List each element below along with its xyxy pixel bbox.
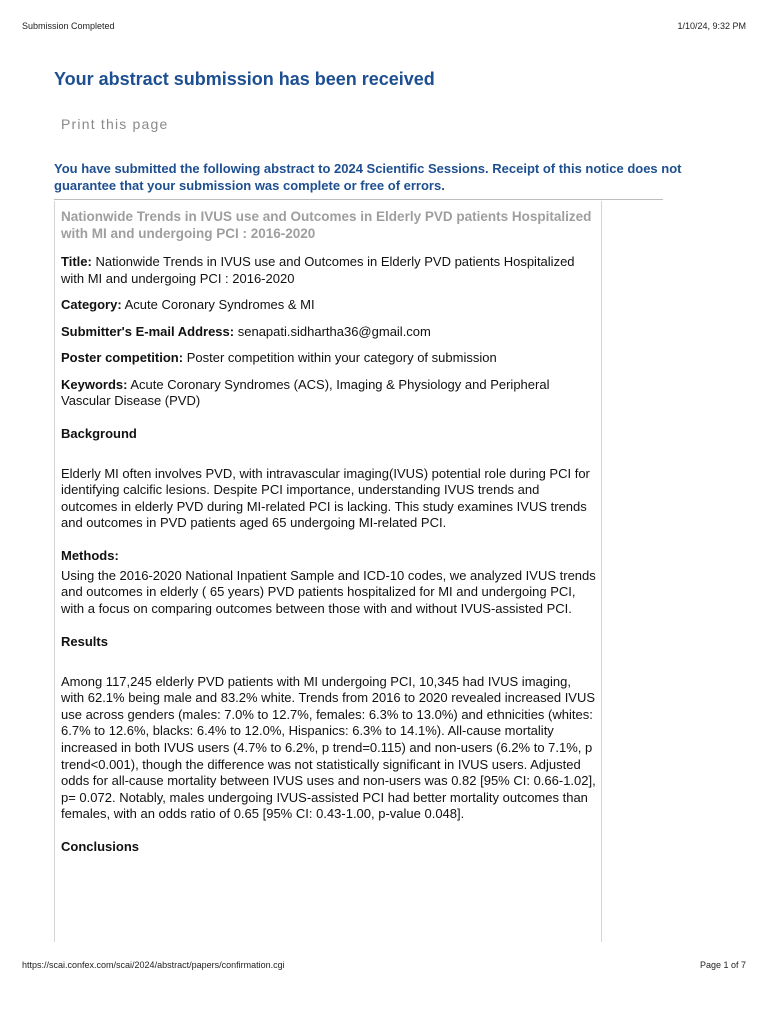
- abstract-display-title: Nationwide Trends in IVUS use and Outcomes in Elderly PVD patients Hospitalized with MI and undergoing PCI : 2016-2020: [61, 209, 592, 241]
- keywords-label: Keywords:: [61, 376, 128, 392]
- category-value: Acute Coronary Syndromes & MI: [124, 297, 315, 312]
- page-url: https://scai.confex.com/scai/2024/abstract/papers/confirmation.cgi: [22, 960, 285, 970]
- background-text: Elderly MI often involves PVD, with intravascular imaging(IVUS) potential role during PCI for identifying calcific lesions. Despite PCI importance, understanding IVUS trends and outcomes in elderly PVD during MI-related PCI is lacking. This study examines IVUS trends and outcomes in PVD patients aged 65 undergoing MI-related PCI.: [61, 465, 590, 531]
- conclusions-heading: Conclusions: [61, 839, 140, 854]
- poster-competition-value: Poster competition within your category of submission: [186, 350, 497, 365]
- page-number: Page 1 of 7: [699, 960, 746, 970]
- background-heading: Background: [61, 425, 137, 441]
- results-text: Among 117,245 elderly PVD patients with MI undergoing PCI, 10,345 had IVUS imaging, with 62.1% being male and 83.2% white. Trends from 2016 to 2020 revealed increased IVUS use across genders (males: 7.0% to 12.7%, females: 6.3% to 13.0%) and ethnicities (whites: 6.7% to 12.6%, blacks: 6.4% to 12.0%, Hispanics: 6.3% to 14.1%). All-cause mortality increased in both IVUS users (4.7% to 6.2%, p trend=0.115) and non-users (6.2% to 7.1%, p trend<0.001), though the difference was not statistically significant in IVUS users. Adjusted odds for all-cause mortality between IVUS uses and non-users was 0.82 [95% CI: 0.66-1.02], p= 0.072. Notably, males undergoing IVUS-assisted PCI had better mortality outcomes than females, with an odds ratio of 0.65 [95% CI: 0.43-1.00, p-value 0.048].: [61, 673, 596, 822]
- keywords-value: Acute Coronary Syndromes (ACS), Imaging & Physiology and Peripheral Vascular Disease (PVD): [61, 376, 550, 408]
- print-header-datetime: 1/10/24, 9:32 PM: [677, 21, 746, 31]
- divider: [54, 199, 663, 200]
- submission-notice: You have submitted the following abstract to 2024 Scientific Sessions. Receipt of this notice does not guarantee that your submission was complete or free of errors.: [54, 161, 682, 193]
- methods-heading: Methods:: [61, 547, 119, 563]
- title-label: Title:: [61, 254, 92, 269]
- email-field: [61, 324, 596, 341]
- results-heading: Results: [61, 633, 108, 649]
- poster-competition-label: Poster competition:: [61, 350, 184, 365]
- title-field: [61, 254, 596, 287]
- poster-competition-field: [61, 350, 596, 367]
- methods-text: Using the 2016-2020 National Inpatient Sample and ICD-10 codes, we analyzed IVUS trends and outcomes in elderly ( 65 years) PVD patients hospitalized for MI and undergoing PCI, with a focus on comparing outcomes between those with and without IVUS-assisted PCI.: [61, 567, 596, 617]
- print-footer: [22, 960, 746, 970]
- category-label: Category:: [61, 297, 122, 312]
- email-value: senapati.sidhartha36@gmail.com: [237, 323, 431, 339]
- category-field: [61, 297, 596, 314]
- abstract-panel: [54, 201, 602, 942]
- print-header-title: Submission Completed: [22, 21, 115, 31]
- print-page-link[interactable]: Print this page: [61, 116, 169, 132]
- page-title: Your abstract submission has been received: [54, 69, 435, 89]
- print-header: [22, 21, 746, 31]
- email-label: Submitter's E-mail Address:: [61, 323, 235, 339]
- keywords-field: [61, 377, 596, 410]
- title-value: Nationwide Trends in IVUS use and Outcomes in Elderly PVD patients Hospitalized with MI and undergoing PCI : 2016-2020: [61, 254, 575, 286]
